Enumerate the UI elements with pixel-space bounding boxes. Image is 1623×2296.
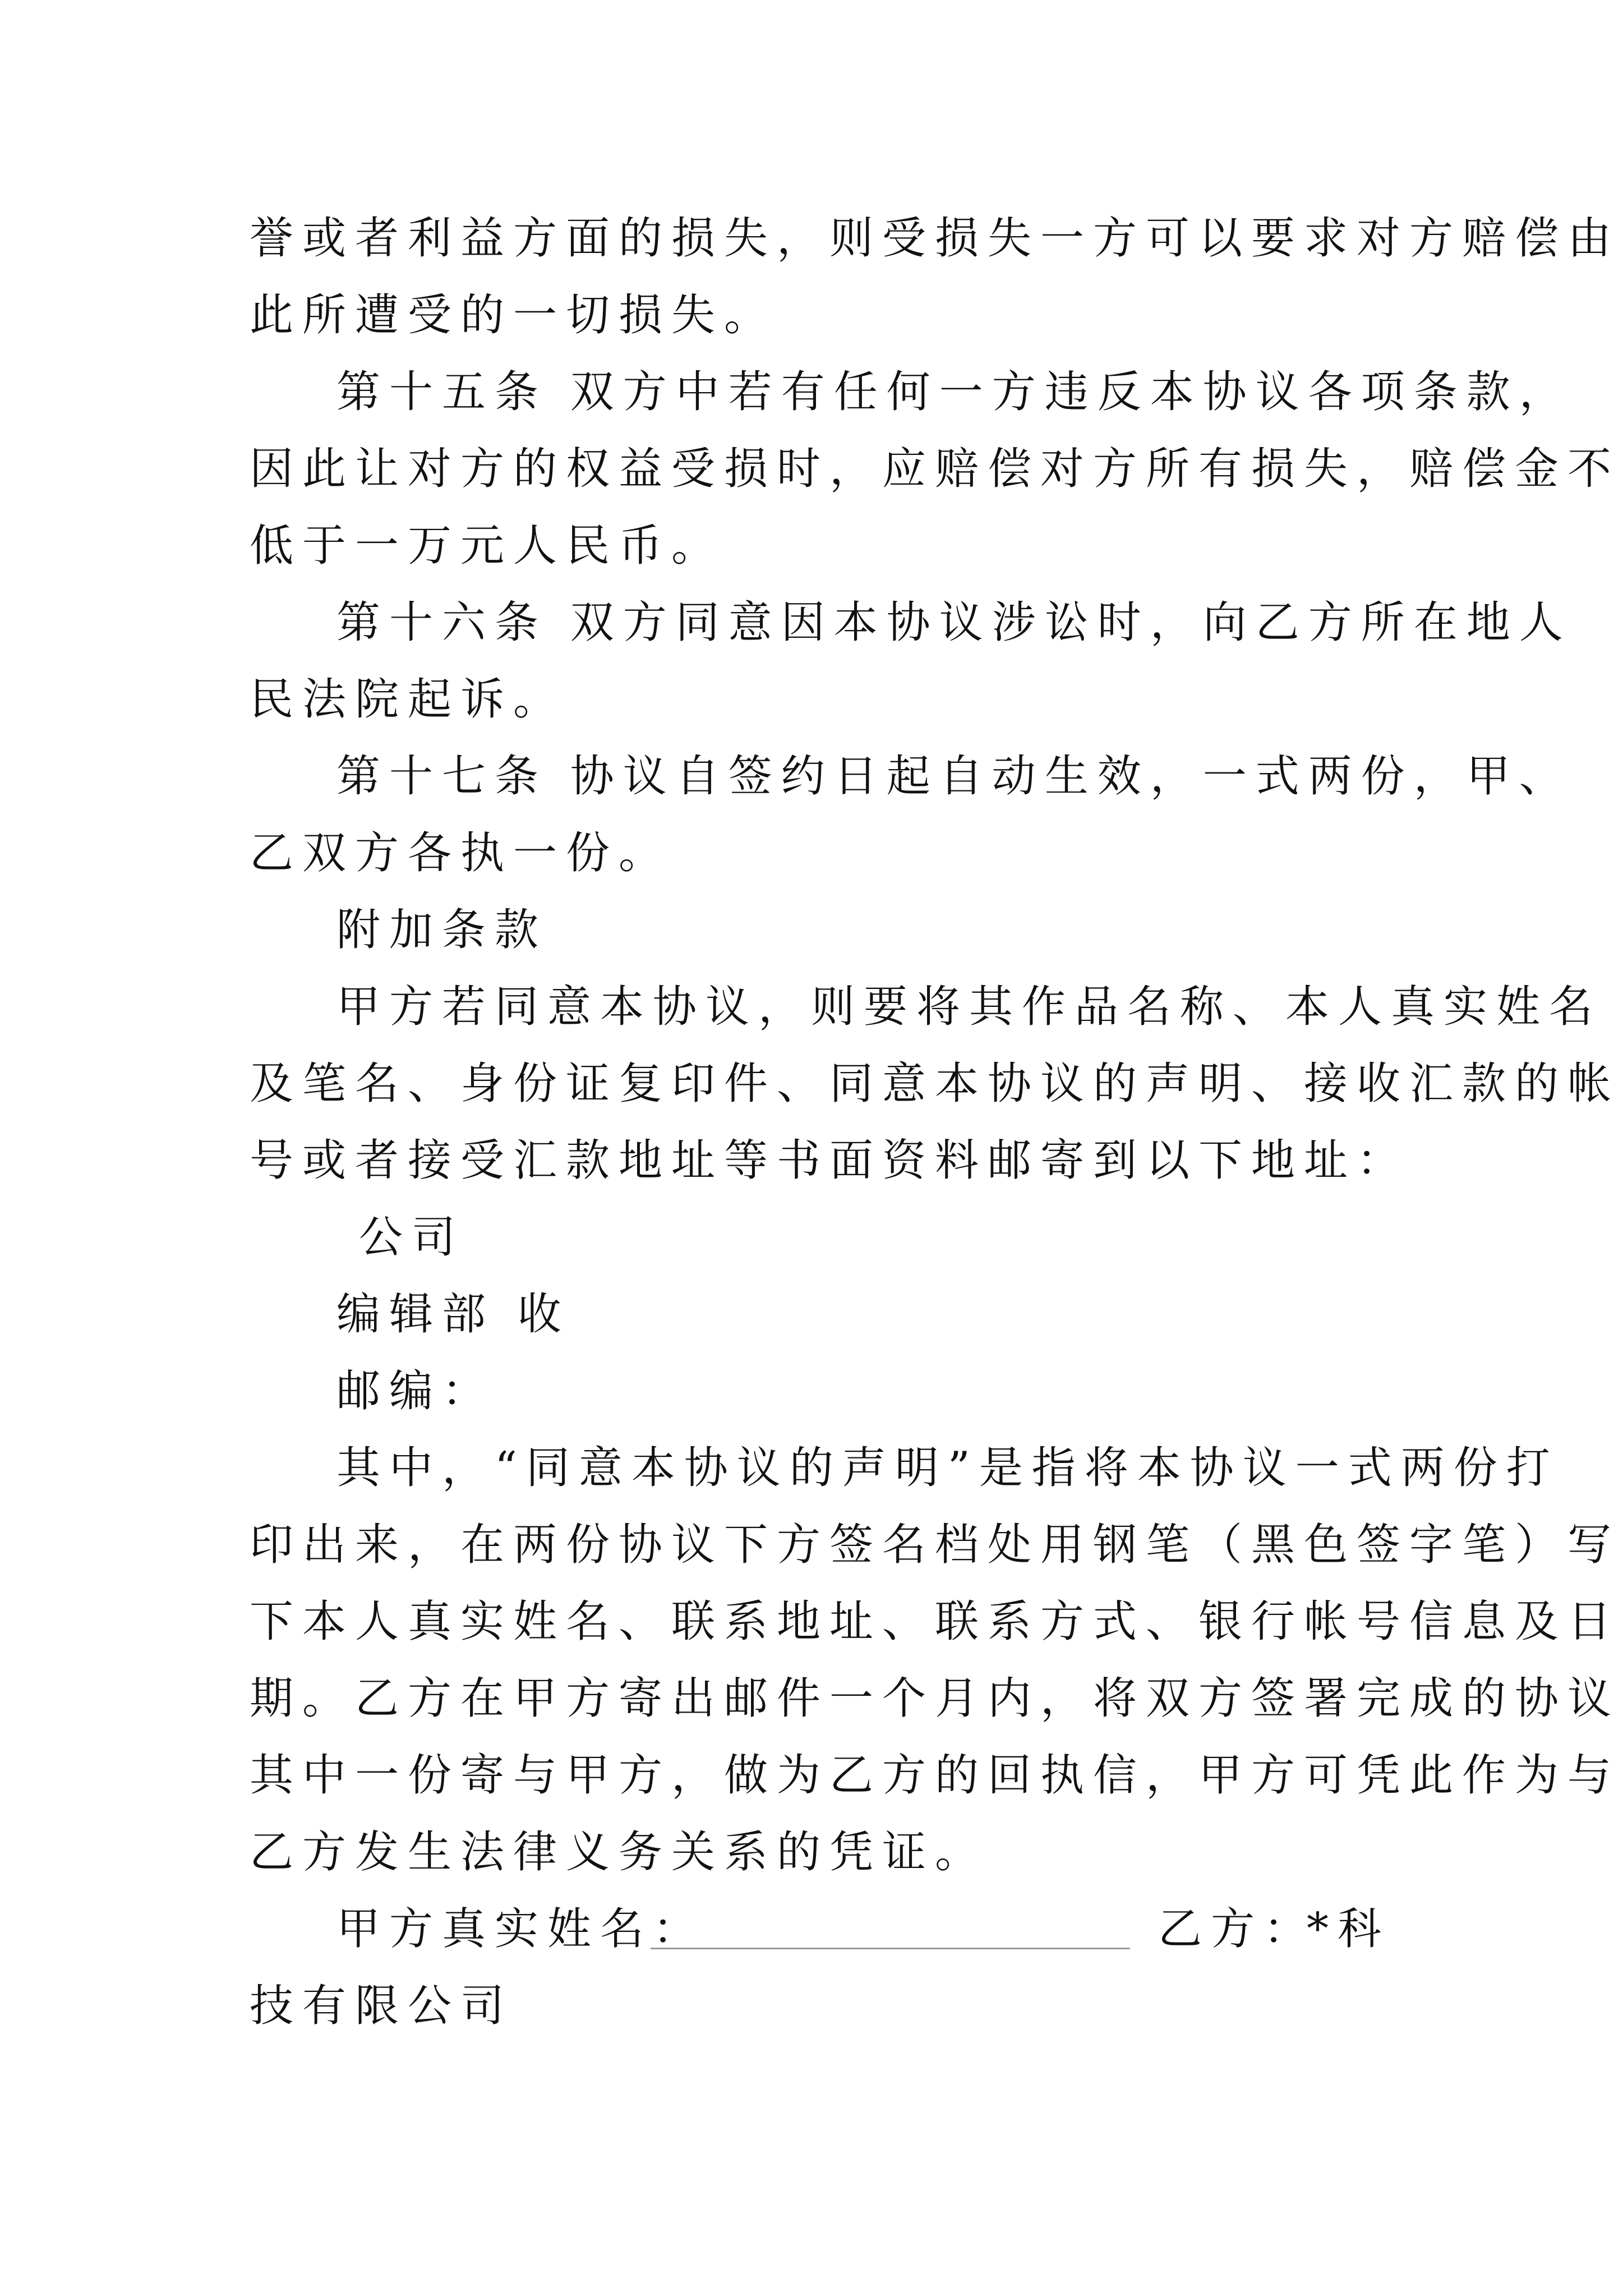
text-line: 乙方发生法律义务关系的凭证。 [250,1827,988,1878]
text-line: 誉或者利益方面的损失，则受损失一方可以要求对方赔偿由 [250,213,1621,264]
clause-16-heading: 第十六条 双方同意因本协议涉讼时，向乙方所在地人 [336,597,1572,648]
text-line: 其中一份寄与甲方，做为乙方的回执信，甲方可凭此作为与 [250,1750,1621,1801]
text-line: 因此让对方的权益受损时，应赔偿对方所有损失，赔偿金不 [250,444,1621,494]
address-company: 公司 [359,1212,465,1263]
text-line: 印出来，在两份协议下方签名档处用钢笔（黑色签字笔）写 [250,1520,1621,1570]
text-line: 此所遭受的一切损失。 [250,290,777,341]
text-line: 民法院起诉。 [250,674,566,725]
address-department: 编辑部 收 [336,1289,570,1340]
party-a-name-label: 甲方真实姓名： [336,1904,706,1954]
text-line: 期。乙方在甲方寄出邮件一个月内，将双方签署完成的协议 [250,1673,1621,1724]
text-line: 号或者接受汇款地址等书面资料邮寄到以下地址： [250,1135,1410,1186]
party-a-signature-line [651,1948,1130,1949]
text-line: 及笔名、身份证复印件、同意本协议的声明、接收汇款的帐 [250,1059,1621,1109]
text-line: 低于一万元人民币。 [250,521,725,571]
text-line: 下本人真实姓名、联系地址、联系方式、银行帐号信息及日 [250,1596,1621,1647]
text-line: 甲方若同意本协议，则要将其作品名称、本人真实姓名 [336,982,1602,1032]
address-postcode: 邮编： [336,1366,495,1416]
text-line: 其中，“同意本协议的声明”是指将本协议一式两份打 [336,1443,1559,1493]
party-b-name-continued: 技有限公司 [250,1981,514,2031]
party-b-label: 乙方： [1158,1904,1317,1954]
clause-15-heading: 第十五条 双方中若有任何一方违反本协议各项条款， [336,367,1572,417]
text-line: 乙双方各执一份。 [250,828,672,878]
additional-terms-heading: 附加条款 [336,905,548,955]
clause-17-heading: 第十七条 协议自签约日起自动生效，一式两份，甲、 [336,751,1572,802]
party-b-name: *科 [1307,1904,1391,1954]
